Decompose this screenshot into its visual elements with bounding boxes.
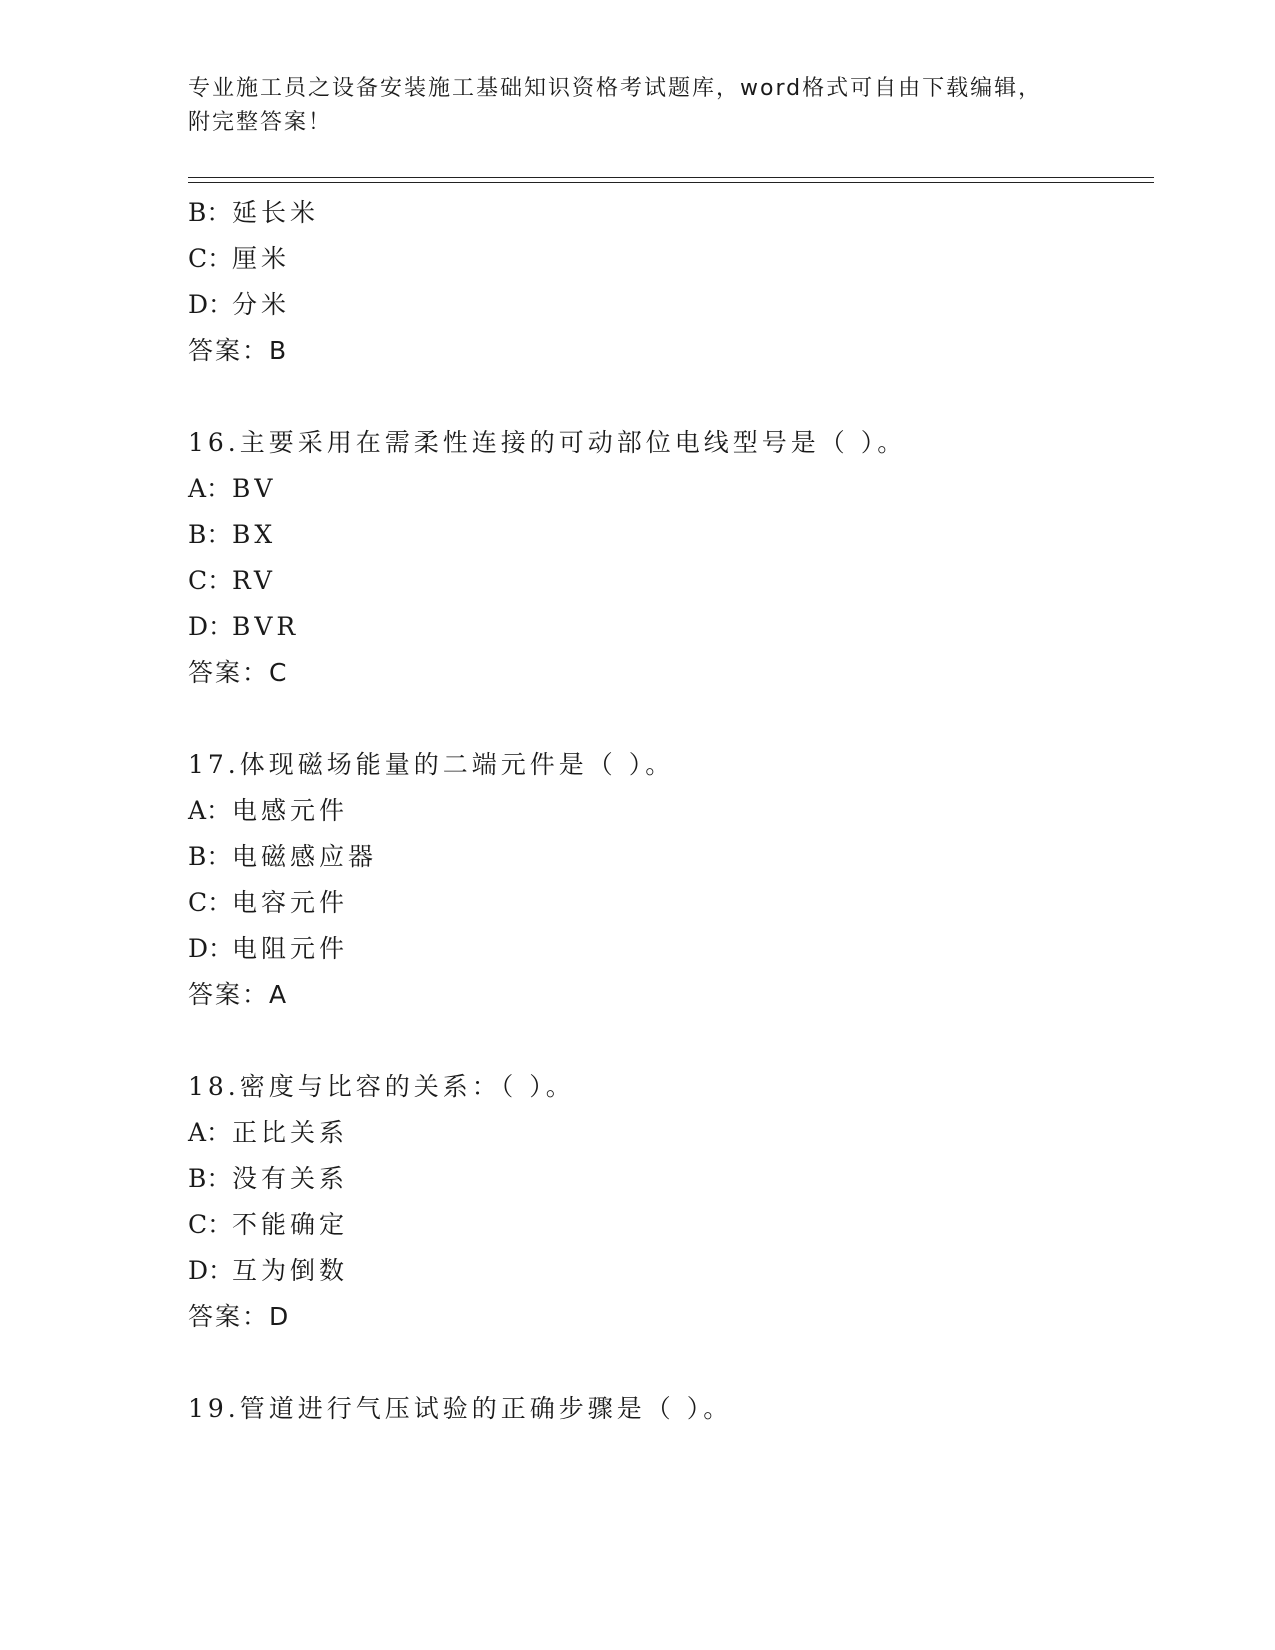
option-d: D：互为倒数 [188, 1256, 349, 1285]
option-c: C：不能确定 [188, 1210, 349, 1239]
question-17 [188, 742, 1148, 1018]
option-d: D：电阻元件 [188, 934, 349, 963]
option-d: D：分米 [188, 290, 291, 319]
document-header [188, 72, 1088, 140]
question-title: 19.管道进行气压试验的正确步骤是（ ）。 [188, 1394, 733, 1423]
option-b: B：电磁感应器 [188, 842, 378, 871]
question-title: 16.主要采用在需柔性连接的可动部位电线型号是（ ）。 [188, 428, 907, 457]
answer: 答案：B [188, 336, 289, 365]
option-c: C：RV [188, 566, 276, 595]
answer: 答案：C [188, 658, 289, 687]
question-18 [188, 1064, 1148, 1340]
question-19 [188, 1386, 1148, 1432]
question-list [188, 190, 1148, 1432]
option-d: D：BVR [188, 612, 300, 641]
option-c: C：厘米 [188, 244, 291, 273]
answer: 答案：D [188, 1302, 291, 1331]
option-b: B：没有关系 [188, 1164, 349, 1193]
option-a: A：正比关系 [188, 1118, 349, 1147]
header-divider-top [188, 177, 1154, 178]
question-title: 17.体现磁场能量的二端元件是（ ）。 [188, 750, 675, 779]
question-title: 18.密度与比容的关系：（ ）。 [188, 1072, 575, 1101]
option-c: C：电容元件 [188, 888, 349, 917]
option-a: A：电感元件 [188, 796, 349, 825]
option-a: A：BV [188, 474, 277, 503]
question-16 [188, 420, 1148, 696]
question-15-continued [188, 190, 1148, 374]
header-line-2: 附完整答案！ [188, 110, 333, 135]
header-line-1: 专业施工员之设备安装施工基础知识资格考试题库，word格式可自由下载编辑， [188, 76, 1043, 101]
answer: 答案：A [188, 980, 289, 1009]
option-b: B：BX [188, 520, 277, 549]
header-divider-bottom [188, 182, 1154, 183]
option-b: B：延长米 [188, 198, 320, 227]
